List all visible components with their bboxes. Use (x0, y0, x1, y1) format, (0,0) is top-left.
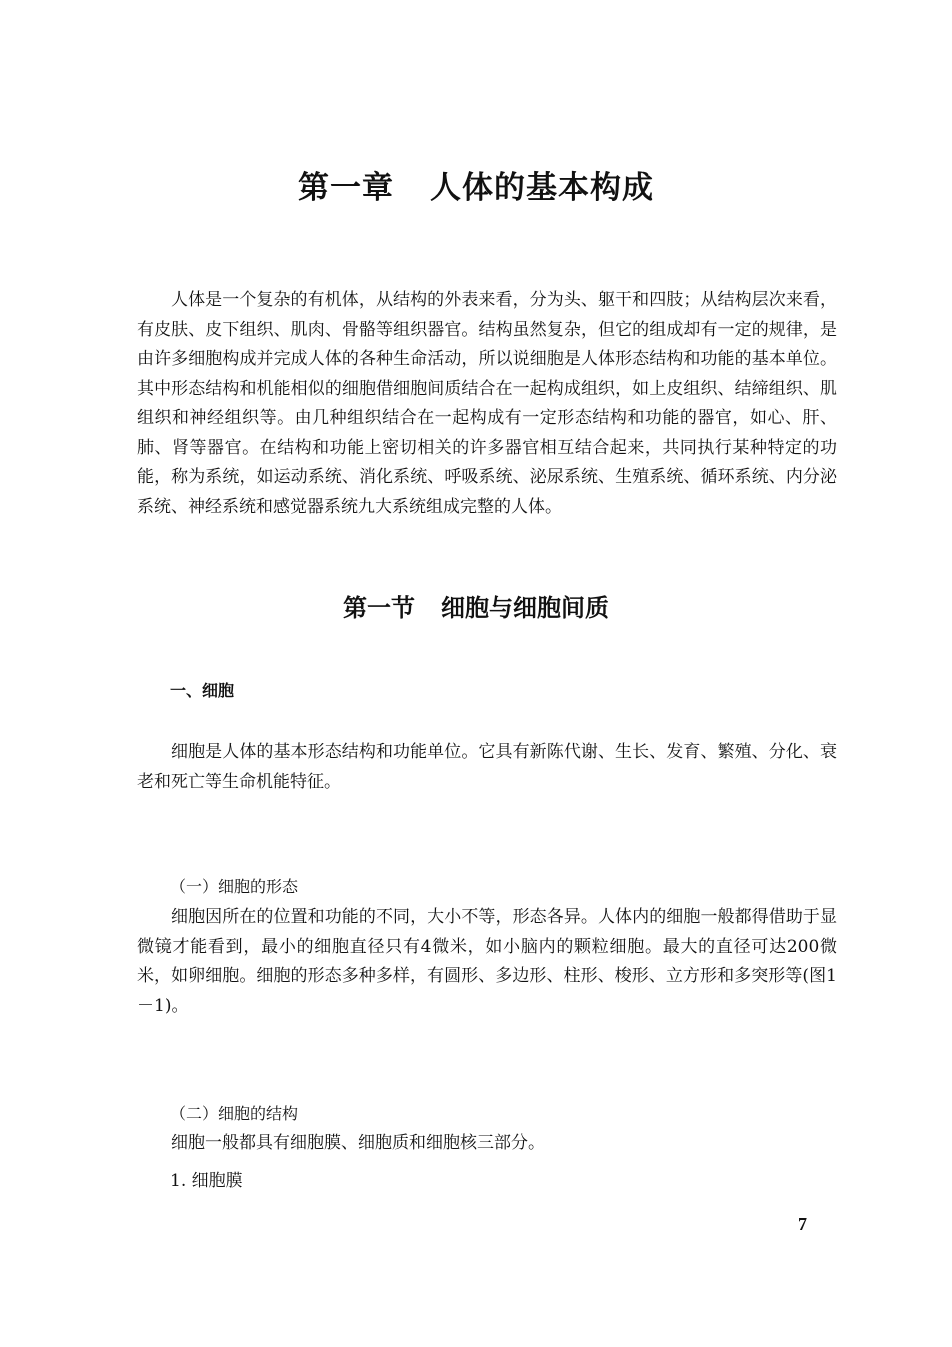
section-title (0, 588, 952, 623)
cell-shape-paragraph: 细胞因所在的位置和功能的不同，大小不等，形态各异。人体内的细胞一般都得借助于显微镜才能看到，最小的细胞直径只有4微米，如小脑内的颗粒细胞。最大的直径可达200微米，如卵细胞。细胞的形态多种多样，有圆形、多边形、柱形、梭形、立方形和多突形等(图1－1)。 (137, 907, 837, 1016)
cell-structure-heading: （二）细胞的结构 (170, 1104, 299, 1123)
cell-structure-paragraph: 细胞一般都具有细胞膜、细胞质和细胞核三部分。 (171, 1133, 545, 1153)
intro-paragraph: 人体是一个复杂的有机体，从结构的外表来看，分为头、躯干和四肢；从结构层次来看，有皮肤、皮下组织、肌肉、骨骼等组织器官。结构虽然复杂，但它的组成却有一定的规律，是由许多细胞构成并完成人体的各种生命活动，所以说细胞是人体形态结构和功能的基本单位。其中形态结构和机能相似的细胞借细胞间质结合在一起构成组织，如上皮组织、结缔组织、肌组织和神经组织等。由几种组织结合在一起构成有一定形态结构和功能的器官，如心、肝、肺、肾等器官。在结构和功能上密切相关的许多器官相互结合起来，共同执行某种特定的功能，称为系统，如运动系统、消化系统、呼吸系统、泌尿系统、生殖系统、循环系统、内分泌系统、神经系统和感觉器系统九大系统组成完整的人体。 (137, 290, 837, 517)
cell-definition-paragraph: 细胞是人体的基本形态结构和功能单位。它具有新陈代谢、生长、发育、繁殖、分化、衰老和死亡等生命机能特征。 (137, 742, 837, 792)
cell-heading: 一、细胞 (170, 681, 235, 700)
chapter-name: 人体的基本构成 (430, 170, 654, 206)
section-number: 第一节 (343, 594, 415, 622)
chapter-title (0, 162, 952, 207)
chapter-number: 第一章 (298, 170, 394, 206)
cell-shape-heading: （一）细胞的形态 (170, 877, 299, 896)
page-number: 7 (798, 1214, 807, 1234)
section-name: 细胞与细胞间质 (441, 594, 609, 622)
cell-membrane-item: 1. 细胞膜 (170, 1171, 243, 1191)
